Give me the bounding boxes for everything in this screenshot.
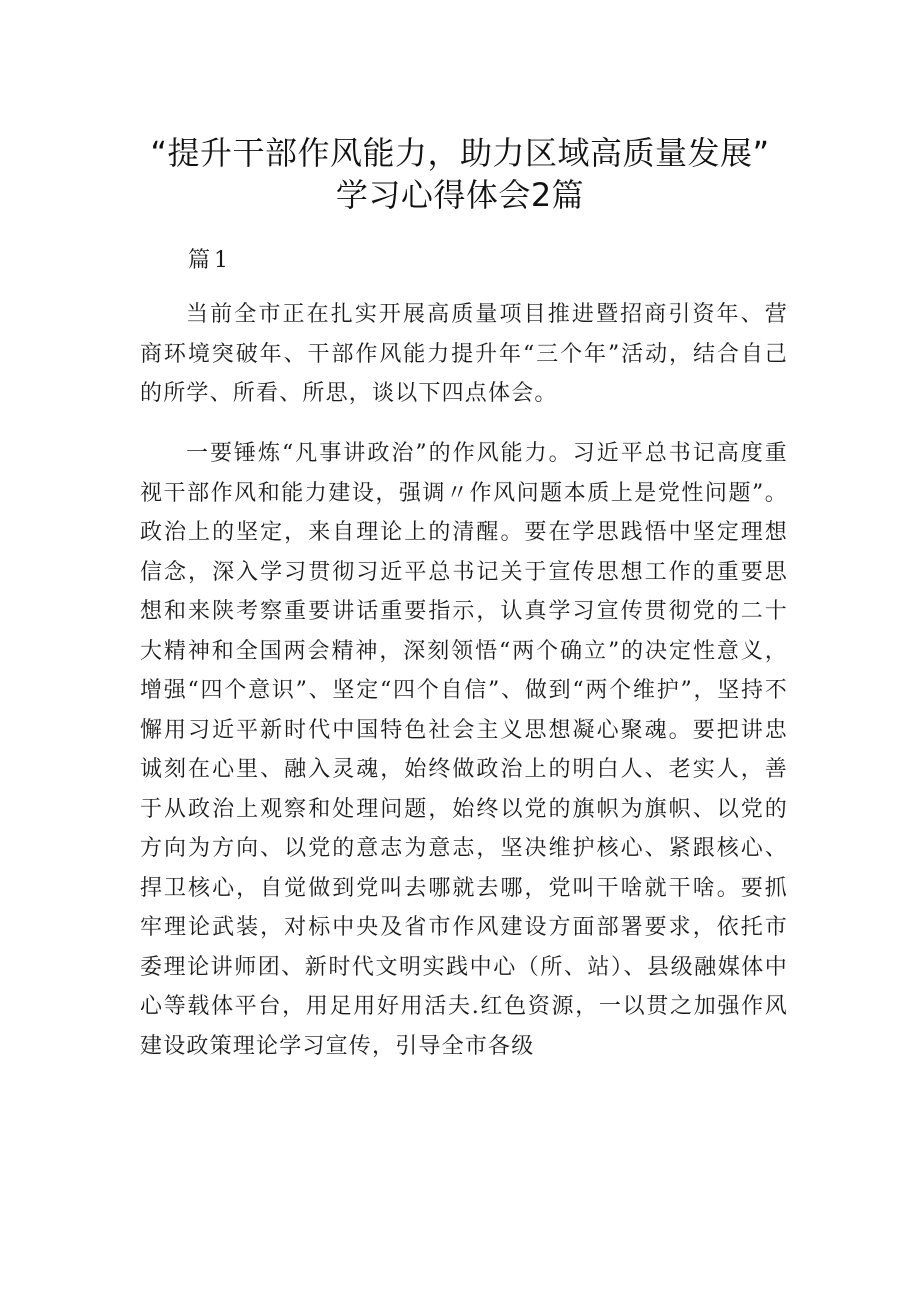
document-title-line-1: “提升干部作风能力，助力区域高质量发展” [150,134,770,172]
section-label: 篇1 [188,248,232,273]
body-paragraph-2: 一要锤炼“凡事讲政治”的作风能力。习近平总书记高度重视干部作风和能力建设，强调〃作风问题本质上是党性问题”。政治上的坚定，来自理论上的清醒。要在学思践悟中坚定理想信念，深入学习贯彻习近平总书记关于宣传思想工作的重要思想和来陕考察重要讲话重要指示，认真学习宣传贯彻党的二十大精神和全国两会精神，深刻领悟“两个确立”的决定性意义，增强“四个意识”、坚定“四个自信”、做到“两个维护”，坚持不懈用习近平新时代中国特色社会主义思想凝心聚魂。要把讲忠诚刻在心里、融入灵魂，始终做政治上的明白人、老实人，善于从政治上观察和处理问题，始终以党的旗帜为旗帜、以党的方向为方向、以党的意志为意志，坚决维护核心、紧跟核心、捍卫核心，自觉做到党叫去哪就去哪，党叫干啥就干啥。要抓牢理论武装，对标中央及省市作风建设方面部署要求，依托市委理论讲师团、新时代文明实践中心（所、站）、县级融媒体中心等载体平台，用足用好用活夫.红色资源，一以贯之加强作风建设政策理论学习宣传，引导全市各级 [140,441,788,1059]
body-paragraph-1: 当前全市正在扎实开展高质量项目推进暨招商引资年、营商环境突破年、干部作风能力提升年“三个年”活动，结合自己的所学、所看、所思，谈以下四点体会。 [140,302,788,406]
document-title-line-2: 学习心得体会2篇 [335,176,585,214]
